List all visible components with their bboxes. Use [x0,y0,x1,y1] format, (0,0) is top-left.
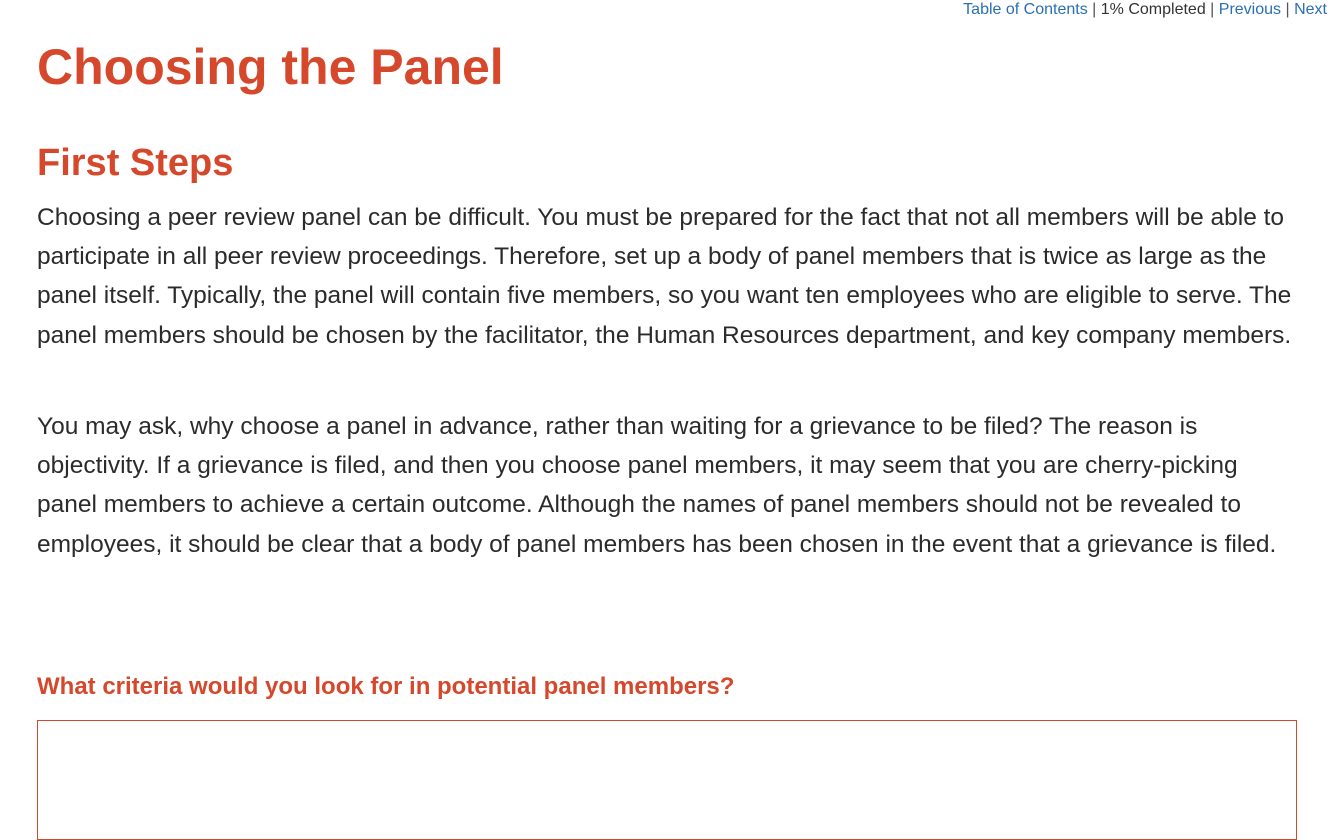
table-of-contents-link[interactable]: Table of Contents [963,1,1088,18]
section-title: First Steps [37,142,234,184]
top-navigation [963,0,1327,20]
next-link[interactable]: Next [1294,1,1327,18]
progress-status: 1% Completed [1100,1,1206,18]
previous-link[interactable]: Previous [1218,1,1282,18]
body-paragraph: You may ask, why choose a panel in advance, rather than waiting for a grievance to be filed? The reason is objectivity. If a grievance is filed, and then you choose panel members, it may seem that you are cherry-picking panel members to achieve a certain outcome. Although the names of panel members should not be revealed to employees, it should be clear that a body of panel members has been chosen in the event that a grievance is filed. [37,413,1277,558]
nav-separator: | [1285,1,1290,18]
nav-separator: | [1092,1,1097,18]
body-paragraph: Choosing a peer review panel can be difficult. You must be prepared for the fact that not all members will be able to participate in all peer review proceedings. Therefore, set up a body of panel members that is twice as large as the panel itself. Typically, the panel will contain five members, so you want ten employees who are eligible to serve. The panel members should be chosen by the facilitator, the Human Resources department, and key company members. [37,204,1292,349]
page-title: Choosing the Panel [37,39,504,95]
answer-textarea[interactable] [37,720,1297,840]
question-prompt: What criteria would you look for in potential panel members? [37,673,735,700]
nav-separator: | [1210,1,1215,18]
